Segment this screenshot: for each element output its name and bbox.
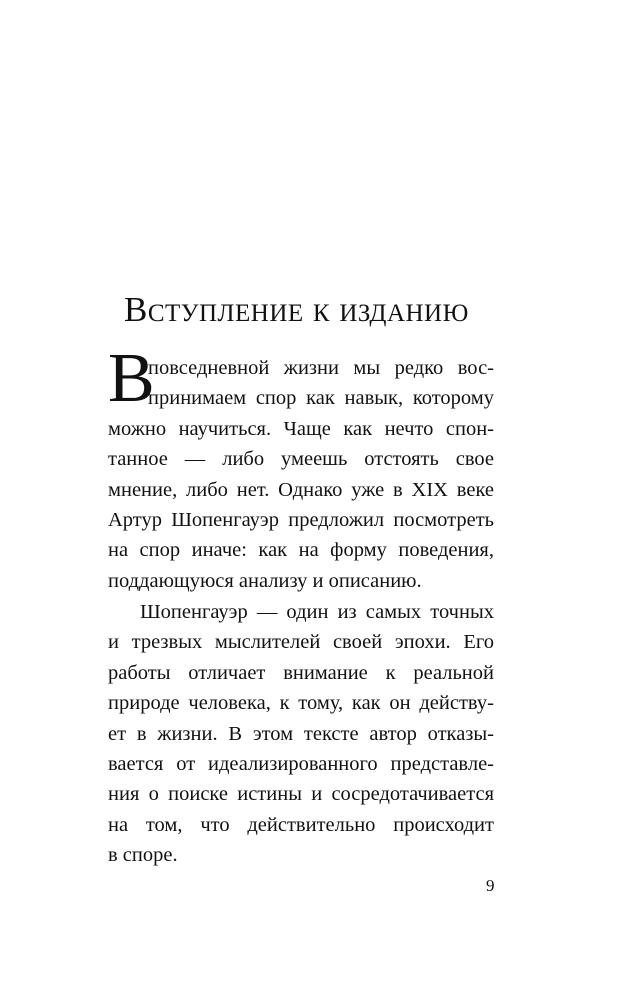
chapter-title-initial: В [124, 290, 148, 329]
text-line: на спор иначе: как на форму поведения, [108, 539, 494, 562]
text-line: танное — либо умеешь отстоять свое [108, 448, 494, 471]
paragraph-intro [108, 353, 494, 596]
text-line: ет в жизни. В этом тексте автор отказы- [108, 722, 494, 745]
page-number: 9 [486, 876, 495, 895]
text-line: Шопенгауэр — один из самых точных [140, 601, 494, 623]
text-line: в споре. [108, 844, 178, 867]
text-line: Артур Шопенгауэр предложил посмотреть [108, 508, 494, 531]
text-line: на том, что действительно происходит [108, 813, 494, 836]
chapter-title [124, 288, 469, 333]
text-line: и трезвых мыслителей своей эпохи. Его [108, 631, 494, 654]
text-line: повседневной жизни мы редко вос- [148, 357, 494, 379]
text-line: вается от идеализированного представле- [108, 752, 494, 775]
drop-cap: В [108, 340, 155, 417]
text-line: ния о поиске истины и сосредотачивается [108, 783, 494, 806]
text-line: принимаем спор как навык, которому [148, 387, 494, 410]
text-line: природе человека, к тому, как он действу- [108, 692, 494, 715]
text-line: мнение, либо нет. Однако уже в XIX веке [108, 478, 494, 501]
paragraph-schopenhauer [108, 597, 494, 871]
text-line: работы отличает внимание к реальной [108, 661, 494, 684]
text-line: можно научиться. Чаще как нечто спон- [108, 417, 494, 440]
text-line: поддающуюся анализу и описанию. [108, 569, 422, 592]
chapter-title-rest: ступление к изданию [147, 290, 469, 329]
